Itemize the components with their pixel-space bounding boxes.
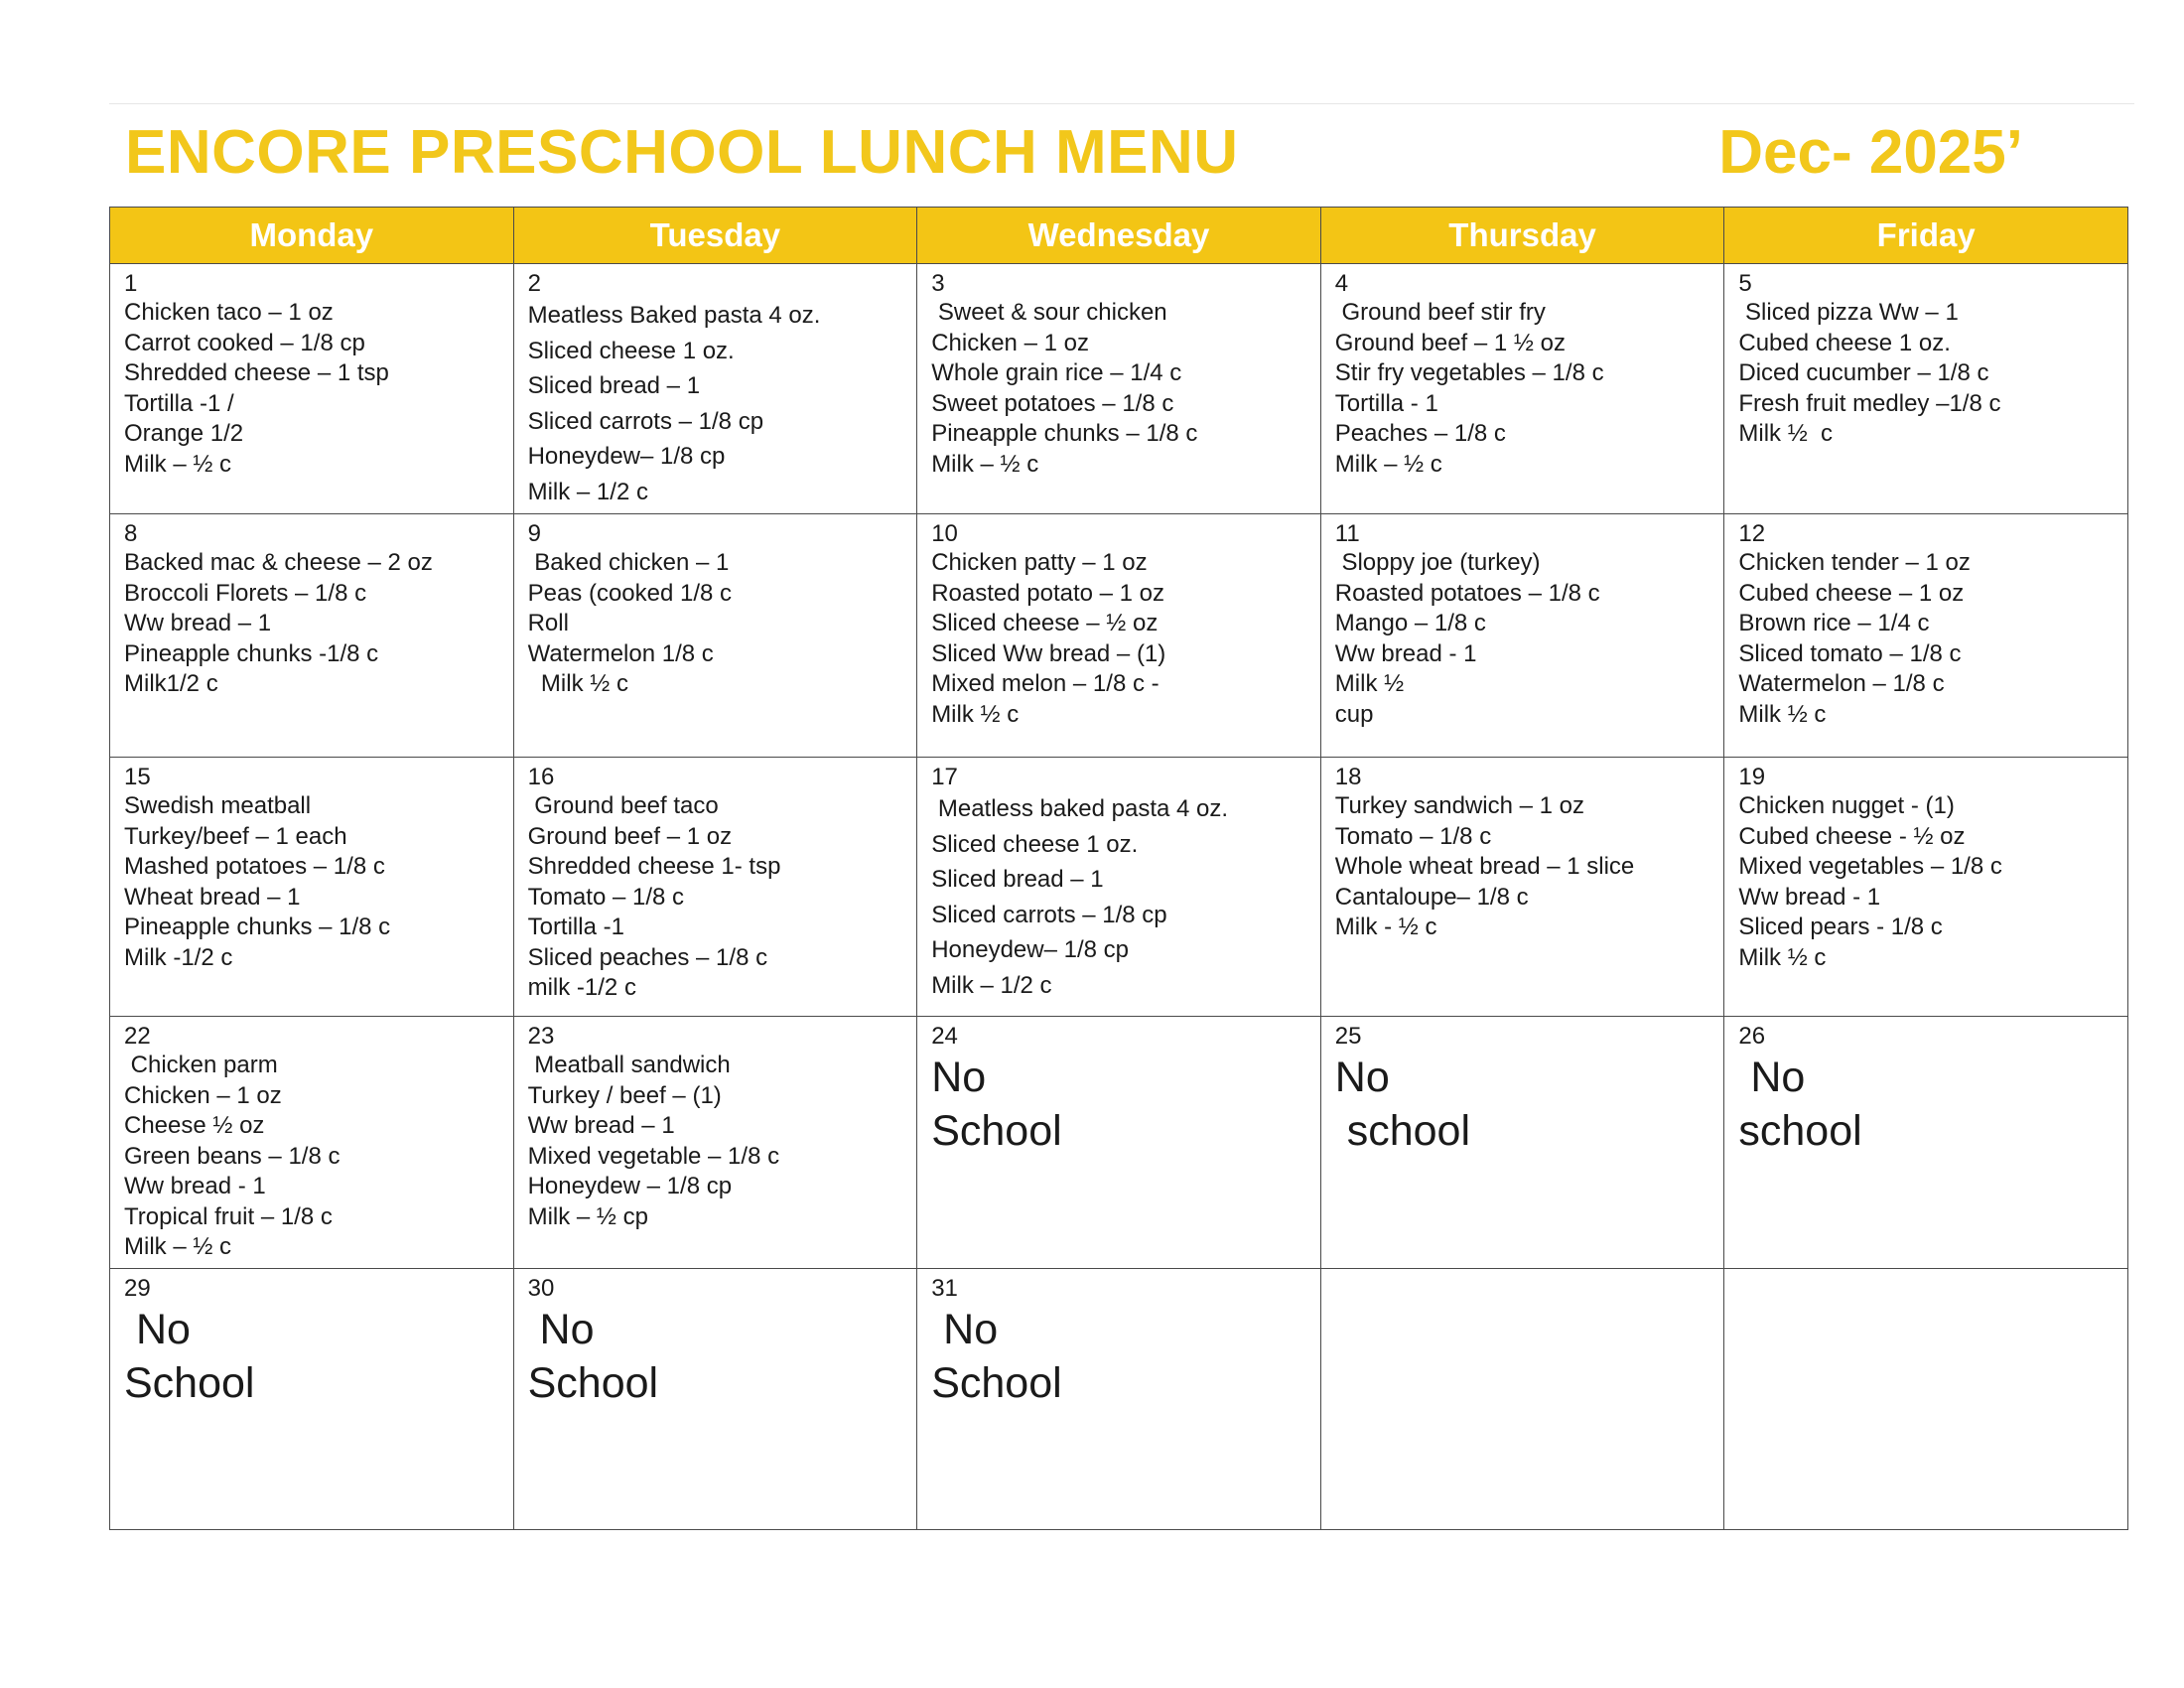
- date-number: 4: [1334, 270, 1349, 297]
- date-number: 29: [124, 1275, 151, 1302]
- no-school-label: School: [527, 1359, 659, 1407]
- menu-item: Sliced carrots – 1/8 cp: [527, 407, 764, 435]
- date-number: 3: [931, 270, 945, 297]
- menu-item: Chicken taco – 1 oz: [124, 299, 334, 326]
- menu-item: Sliced tomato – 1/8 c: [1738, 639, 1962, 667]
- menu-item: Roll: [527, 610, 569, 636]
- menu-item: Honeydew– 1/8 cp: [931, 936, 1129, 963]
- menu-item: Cubed cheese – 1 oz: [1738, 579, 1965, 607]
- day-cell-thursday: [1320, 264, 1724, 514]
- day-cell-wednesday: [917, 514, 1321, 758]
- menu-item: Shredded cheese 1- tsp: [527, 853, 781, 880]
- no-school-label: No: [124, 1306, 191, 1353]
- menu-item: Tropical fruit – 1/8 c: [124, 1202, 333, 1230]
- menu-item: Milk ½ c: [1738, 943, 1827, 971]
- day-cell-monday: [110, 1017, 514, 1269]
- menu-item: Milk ½ c: [931, 700, 1020, 728]
- menu-item: Sweet & sour chicken: [931, 299, 1167, 326]
- menu-item: Sliced peaches – 1/8 c: [527, 943, 768, 971]
- no-school-label: school: [1738, 1107, 1862, 1155]
- menu-item: Tortilla -1 /: [124, 389, 234, 417]
- date-number: 2: [527, 270, 541, 297]
- week-row: [110, 1269, 2128, 1530]
- menu-item: Turkey sandwich – 1 oz: [1334, 792, 1585, 819]
- menu-item: Ww bread - 1: [1334, 639, 1477, 667]
- day-cell-wednesday: [917, 264, 1321, 514]
- no-school-label: School: [124, 1359, 255, 1407]
- date-number: 11: [1334, 520, 1360, 547]
- menu-item: Milk -1/2 c: [124, 943, 233, 971]
- scan-border-line: [109, 103, 2134, 104]
- menu-item: Tomato – 1/8 c: [1334, 822, 1492, 850]
- menu-item: Cheese ½ oz: [124, 1112, 265, 1139]
- day-cell-friday: [1724, 264, 2128, 514]
- menu-item: cup: [1334, 700, 1374, 728]
- menu-item: Green beans – 1/8 c: [124, 1142, 341, 1170]
- menu-item: Backed mac & cheese – 2 oz: [124, 549, 433, 576]
- menu-item: Ground beef – 1 oz: [527, 822, 733, 850]
- menu-item: Sliced pears - 1/8 c: [1738, 914, 1943, 940]
- menu-item: Chicken nugget - (1): [1738, 792, 1955, 819]
- menu-item: Milk ½ c: [527, 670, 628, 697]
- header-wednesday: Wednesday: [917, 208, 1321, 264]
- menu-item: Meatball sandwich: [527, 1052, 731, 1078]
- weekday-header-row: [110, 208, 2128, 264]
- lunch-menu-calendar: [109, 207, 2128, 1530]
- menu-item: Meatless baked pasta 4 oz.: [931, 795, 1229, 822]
- day-cell-friday: [1724, 1017, 2128, 1269]
- day-cell-monday: [110, 758, 514, 1017]
- date-number: 12: [1738, 520, 1766, 547]
- menu-item: Swedish meatball: [124, 792, 312, 819]
- menu-item: Chicken parm: [124, 1052, 278, 1078]
- menu-item: Watermelon – 1/8 c: [1738, 670, 1945, 697]
- menu-body: [110, 264, 2128, 1530]
- menu-item: Cantaloupe– 1/8 c: [1334, 883, 1529, 911]
- header-thursday: Thursday: [1320, 208, 1724, 264]
- menu-item: Honeydew– 1/8 cp: [527, 443, 726, 470]
- menu-item: Milk ½: [1334, 670, 1405, 697]
- date-number: 18: [1334, 764, 1362, 790]
- menu-item: Pineapple chunks – 1/8 c: [931, 420, 1198, 447]
- day-cell-friday: [1724, 758, 2128, 1017]
- menu-item: Broccoli Florets – 1/8 c: [124, 579, 367, 607]
- menu-item: Tortilla -1: [527, 914, 624, 940]
- day-cell-tuesday: [513, 1017, 917, 1269]
- menu-item: Ww bread - 1: [124, 1173, 266, 1199]
- menu-item: Pineapple chunks – 1/8 c: [124, 914, 391, 940]
- day-cell-tuesday: [513, 1269, 917, 1530]
- menu-item: Turkey / beef – (1): [527, 1081, 722, 1109]
- day-cell-thursday: [1320, 514, 1724, 758]
- no-school-label: No: [1334, 1054, 1390, 1101]
- menu-item: Chicken – 1 oz: [124, 1081, 282, 1109]
- menu-item: Mashed potatoes – 1/8 c: [124, 853, 385, 880]
- menu-item: Sloppy joe (turkey): [1334, 549, 1541, 576]
- menu-item: Chicken tender – 1 oz: [1738, 549, 1971, 576]
- menu-item: Carrot cooked – 1/8 cp: [124, 329, 365, 356]
- menu-item: Roasted potato – 1 oz: [931, 579, 1165, 607]
- week-row: [110, 1017, 2128, 1269]
- menu-item: Roasted potatoes – 1/8 c: [1334, 579, 1600, 607]
- menu-item: Tomato – 1/8 c: [527, 883, 685, 911]
- menu-item: Milk – 1/2 c: [931, 971, 1052, 999]
- week-row: [110, 758, 2128, 1017]
- menu-item: Sliced bread – 1: [527, 372, 701, 399]
- menu-item: milk -1/2 c: [527, 974, 636, 1001]
- header-monday: Monday: [110, 208, 514, 264]
- menu-item: Milk – 1/2 c: [527, 478, 648, 505]
- date-number: 23: [527, 1023, 555, 1050]
- menu-item: Ground beef – 1 ½ oz: [1334, 329, 1566, 356]
- day-cell-monday: [110, 264, 514, 514]
- menu-item: Sliced carrots – 1/8 cp: [931, 901, 1167, 928]
- menu-item: Sliced cheese 1 oz.: [527, 337, 735, 364]
- no-school-label: School: [931, 1107, 1062, 1155]
- menu-item: Turkey/beef – 1 each: [124, 822, 347, 850]
- menu-item: Watermelon 1/8 c: [527, 639, 714, 667]
- menu-item: Wheat bread – 1: [124, 883, 301, 911]
- menu-item: Chicken patty – 1 oz: [931, 549, 1148, 576]
- date-number: 10: [931, 520, 958, 547]
- date-number: 19: [1738, 764, 1766, 790]
- day-cell-wednesday: [917, 1017, 1321, 1269]
- day-cell-tuesday: [513, 264, 917, 514]
- date-number: 25: [1334, 1023, 1362, 1050]
- day-cell-monday: [110, 514, 514, 758]
- menu-item: Milk – ½ c: [124, 450, 232, 478]
- menu-item: Peas (cooked 1/8 c: [527, 579, 733, 607]
- menu-item: Shredded cheese – 1 tsp: [124, 359, 389, 386]
- menu-item: Milk – ½ c: [124, 1233, 232, 1260]
- menu-item: Milk1/2 c: [124, 670, 218, 697]
- day-cell-thursday: [1320, 1269, 1724, 1530]
- date-number: 26: [1738, 1023, 1766, 1050]
- day-cell-friday: [1724, 1269, 2128, 1530]
- menu-item: Whole grain rice – 1/4 c: [931, 359, 1182, 386]
- menu-item: Honeydew – 1/8 cp: [527, 1173, 733, 1199]
- menu-item: Fresh fruit medley –1/8 c: [1738, 389, 2001, 417]
- menu-item: Mixed vegetable – 1/8 c: [527, 1142, 780, 1170]
- menu-item: Sliced bread – 1: [931, 866, 1104, 893]
- menu-item: Ww bread – 1: [124, 610, 272, 636]
- day-cell-tuesday: [513, 758, 917, 1017]
- no-school-label: School: [931, 1359, 1062, 1407]
- no-school-label: No: [931, 1054, 987, 1101]
- menu-item: Milk ½ c: [1738, 420, 1834, 447]
- menu-item: Ground beef taco: [527, 792, 719, 819]
- menu-item: Ww bread – 1: [527, 1112, 675, 1139]
- date-number: 1: [124, 270, 138, 297]
- menu-item: Milk – ½ c: [931, 450, 1039, 478]
- menu-item: Cubed cheese - ½ oz: [1738, 822, 1966, 850]
- date-number: 5: [1738, 270, 1752, 297]
- menu-item: Brown rice – 1/4 c: [1738, 610, 1930, 636]
- menu-item: Peaches – 1/8 c: [1334, 420, 1506, 447]
- date-number: [1335, 1275, 1710, 1303]
- no-school-label: school: [1334, 1107, 1471, 1155]
- date-number: 9: [527, 520, 541, 547]
- day-cell-friday: [1724, 514, 2128, 758]
- menu-item: Cubed cheese 1 oz.: [1738, 329, 1951, 356]
- menu-item: Meatless Baked pasta 4 oz.: [527, 302, 821, 329]
- menu-item: Sliced cheese – ½ oz: [931, 610, 1159, 636]
- menu-item: Sliced cheese 1 oz.: [931, 830, 1139, 858]
- menu-item: Stir fry vegetables – 1/8 c: [1334, 359, 1604, 386]
- date-number: 30: [527, 1275, 555, 1302]
- menu-item: Ground beef stir fry: [1334, 299, 1546, 326]
- menu-item: Chicken – 1 oz: [931, 329, 1089, 356]
- date-number: 17: [931, 764, 958, 790]
- menu-item: Milk – ½ c: [1334, 450, 1442, 478]
- menu-item: Mango – 1/8 c: [1334, 610, 1486, 636]
- day-cell-wednesday: [917, 758, 1321, 1017]
- menu-item: Diced cucumber – 1/8 c: [1738, 359, 1989, 386]
- header-tuesday: Tuesday: [513, 208, 917, 264]
- week-row: [110, 514, 2128, 758]
- menu-item: Sliced Ww bread – (1): [931, 639, 1166, 667]
- no-school-label: No: [527, 1306, 595, 1353]
- no-school-label: No: [1738, 1054, 1806, 1101]
- date-number: 8: [124, 520, 138, 547]
- menu-item: Milk – ½ cp: [527, 1202, 648, 1230]
- date-number: 24: [931, 1023, 958, 1050]
- day-cell-thursday: [1320, 758, 1724, 1017]
- menu-item: Baked chicken – 1: [527, 549, 730, 576]
- menu-item: Tortilla - 1: [1334, 389, 1438, 417]
- date-number: 16: [527, 764, 555, 790]
- header-friday: Friday: [1724, 208, 2128, 264]
- date-number: 22: [124, 1023, 151, 1050]
- week-row: [110, 264, 2128, 514]
- menu-item: Mixed vegetables – 1/8 c: [1738, 853, 2002, 880]
- menu-item: Mixed melon – 1/8 c -: [931, 670, 1160, 697]
- date-number: 31: [931, 1275, 958, 1302]
- day-cell-thursday: [1320, 1017, 1724, 1269]
- menu-item: Milk ½ c: [1738, 700, 1827, 728]
- menu-month: Dec- 2025’: [1718, 118, 2023, 187]
- page-title: ENCORE PRESCHOOL LUNCH MENU: [125, 118, 1239, 187]
- menu-item: Pineapple chunks -1/8 c: [124, 639, 379, 667]
- day-cell-wednesday: [917, 1269, 1321, 1530]
- menu-item: Sweet potatoes – 1/8 c: [931, 389, 1174, 417]
- menu-item: Whole wheat bread – 1 slice: [1334, 853, 1635, 880]
- date-number: [1738, 1275, 2114, 1303]
- date-number: 15: [124, 764, 151, 790]
- menu-item: Sliced pizza Ww – 1: [1738, 299, 1959, 326]
- menu-item: Orange 1/2: [124, 420, 244, 447]
- day-cell-tuesday: [513, 514, 917, 758]
- menu-item: Ww bread - 1: [1738, 883, 1881, 911]
- day-cell-monday: [110, 1269, 514, 1530]
- menu-item: Milk - ½ c: [1334, 914, 1437, 940]
- no-school-label: No: [931, 1306, 999, 1353]
